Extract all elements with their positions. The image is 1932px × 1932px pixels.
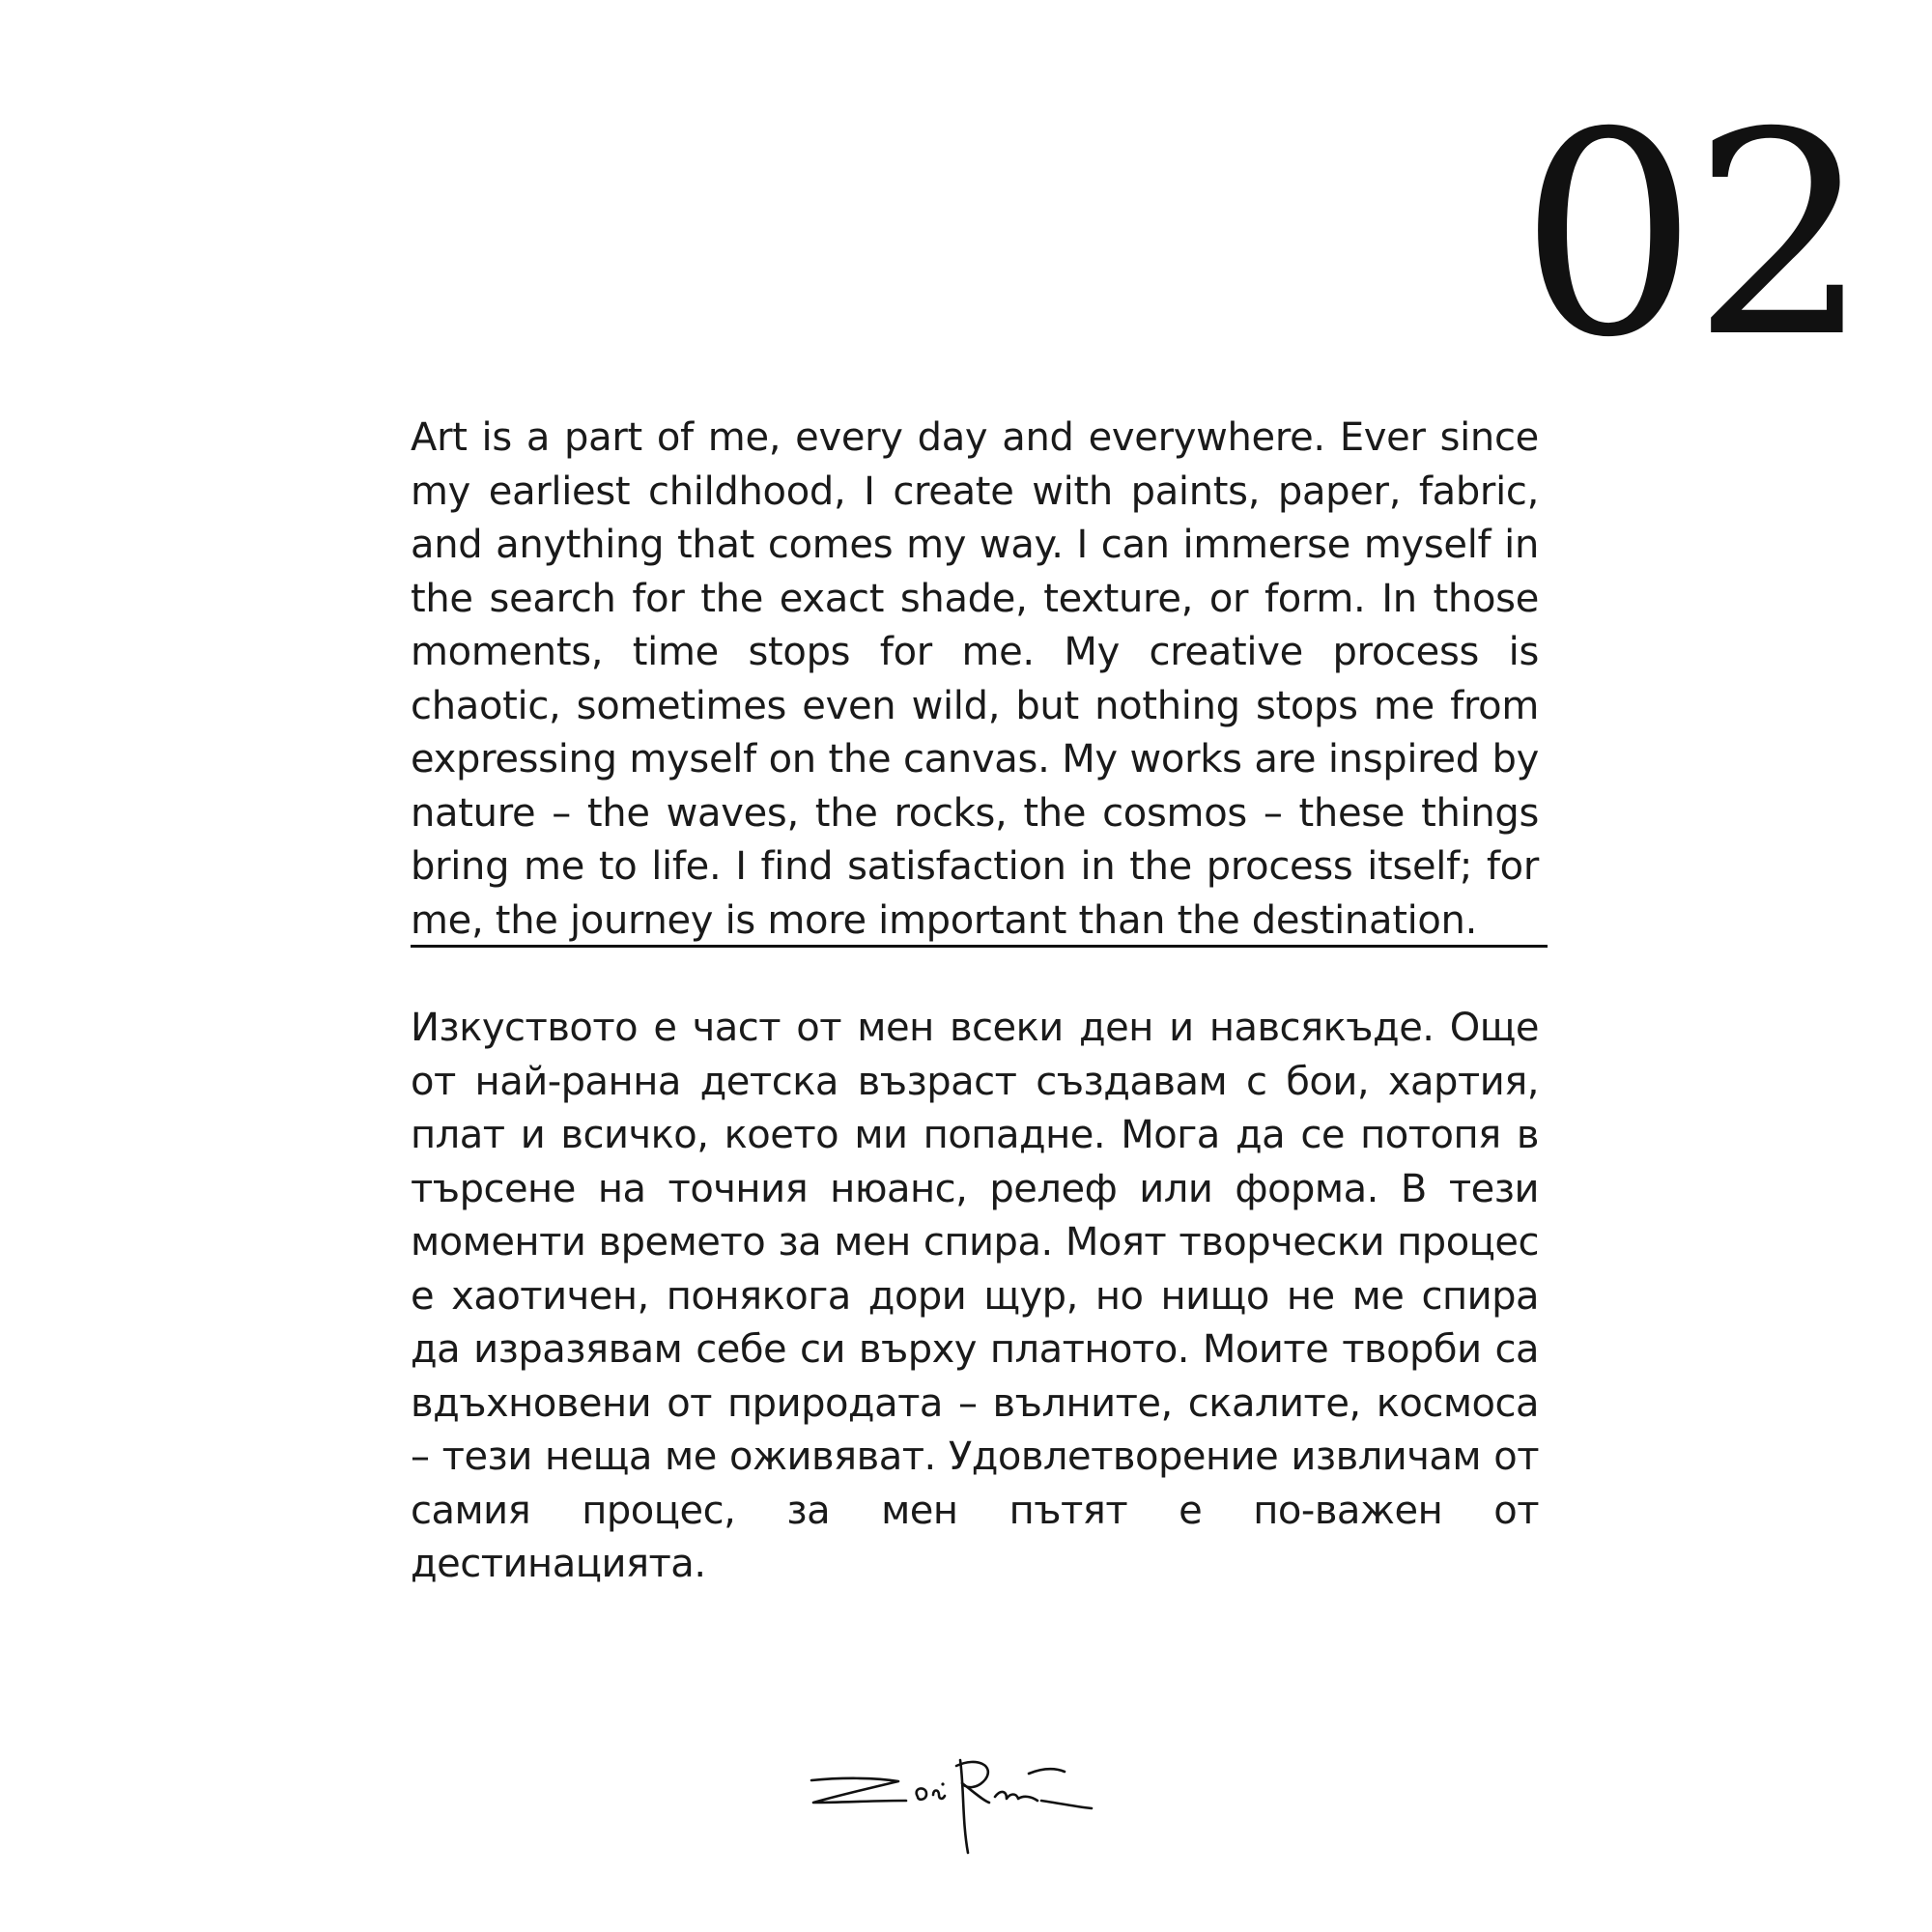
signature-icon	[802, 1739, 1150, 1874]
divider-line	[411, 945, 1548, 948]
english-paragraph: Art is a part of me, every day and everywhere. Ever since my earliest childhood, I create with paints, paper, fabric, and anything that comes my way. I can immerse myself in the search for the exact shade, texture, or form. In those moments, time stops for me. My creative process is chaotic, sometimes even wild, but nothing stops me from expressing myself on the canvas. My works are inspired by nature – the waves, the rocks, the cosmos – these things bring me to life. I find satisfaction in the process itself; for me, the journey is more important than the destination.	[411, 415, 1539, 943]
bulgarian-paragraph: Изкуството е част от мен всеки ден и навсякъде. Още от най-ранна детска възраст създавам с бои, хартия, плат и всичко, което ми попадне. Мога да се потопя в търсене на точния нюанс, релеф или форма. В тези моменти времето за мен спира. Моят творчески процес е хаотичен, понякога дори щур, но нищо не ме спира да изразявам себе си върху платното. Моите творби са вдъхновени от природата – вълните, скалите, космоса – тези неща ме оживяват. Удовлетворение извличам от самия процес, за мен пътят е по-важен от дестинацията.	[411, 1006, 1539, 1586]
page-number: 02	[1519, 73, 1864, 399]
